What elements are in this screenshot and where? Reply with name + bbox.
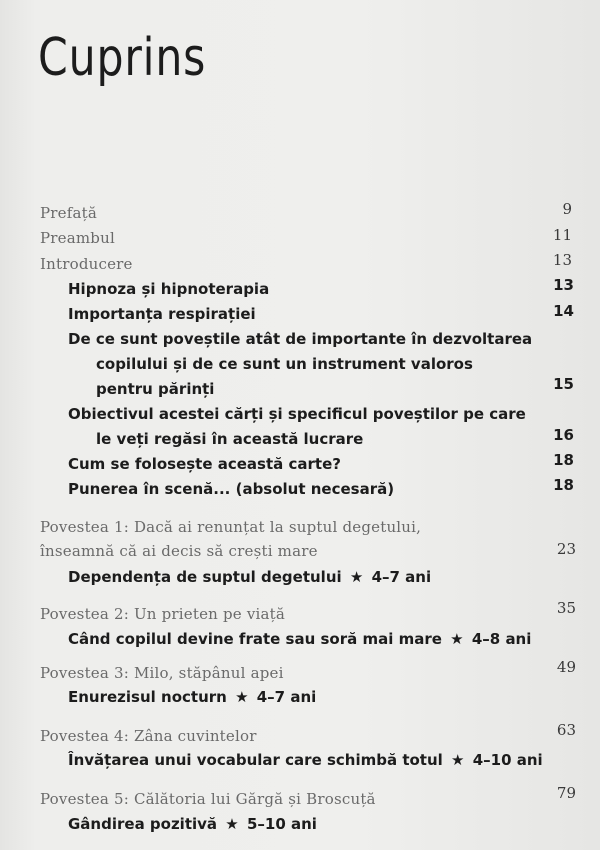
toc-subentry: Obiectivul acestei cărți și specificul poveștilor pe care bbox=[68, 405, 526, 423]
toc-subentry-continuation: le veți regăsi în această lucrare bbox=[96, 430, 364, 448]
toc-subentry: De ce sunt poveștile atât de importante în dezvoltarea bbox=[68, 330, 533, 348]
story-topic: Enurezisul nocturn bbox=[68, 688, 227, 706]
page-number: 18 bbox=[553, 451, 574, 469]
age-range: 5–10 ani bbox=[246, 815, 317, 833]
toc-entry-introducere: Introducere bbox=[40, 255, 133, 273]
story-title: Povestea 1: Dacă ai renunțat la suptul degetului, bbox=[40, 518, 422, 536]
star-icon: ★ bbox=[235, 688, 249, 706]
story-topic: Învățarea unui vocabular care schimbă totul bbox=[68, 751, 443, 769]
story-title: Povestea 3: Milo, stăpânul apei bbox=[40, 664, 284, 682]
toc-subentry: Importanța respirației bbox=[68, 305, 256, 323]
toc-subentry: Punerea în scenă... (absolut necesară) bbox=[68, 480, 395, 498]
age-range: 4–7 ani bbox=[371, 568, 432, 586]
story-subtitle bbox=[68, 751, 543, 769]
page-number: 63 bbox=[556, 721, 576, 739]
toc-subentry: Cum se folosește această carte? bbox=[68, 455, 341, 473]
story-subtitle bbox=[68, 815, 317, 833]
age-range: 4–10 ani bbox=[472, 751, 543, 769]
story-subtitle bbox=[68, 630, 531, 648]
toc-subentry-continuation: copilului și de ce sunt un instrument valoros bbox=[96, 355, 473, 373]
page-number: 11 bbox=[552, 226, 572, 244]
toc-entry-prefata: Prefață bbox=[40, 204, 98, 222]
story-title: Povestea 4: Zâna cuvintelor bbox=[40, 727, 257, 745]
toc-entry-preambul: Preambul bbox=[40, 229, 115, 247]
star-icon: ★ bbox=[225, 815, 239, 833]
page-number: 23 bbox=[556, 540, 576, 558]
story-topic: Gândirea pozitivă bbox=[68, 815, 218, 833]
star-icon: ★ bbox=[451, 751, 465, 769]
age-range: 4–8 ani bbox=[471, 630, 532, 648]
age-range: 4–7 ani bbox=[256, 688, 317, 706]
page-number: 13 bbox=[552, 251, 572, 269]
story-title: Povestea 2: Un prieten pe viață bbox=[40, 605, 286, 623]
star-icon: ★ bbox=[349, 568, 364, 586]
story-topic: Când copilul devine frate sau soră mai mare bbox=[68, 630, 442, 648]
story-title: Povestea 5: Călătoria lui Gărgă și Broscuță bbox=[40, 790, 376, 808]
toc-subentry-continuation: pentru părinți bbox=[96, 380, 215, 398]
page-number: 35 bbox=[556, 599, 576, 617]
story-title-continuation: înseamnă că ai decis să crești mare bbox=[40, 542, 318, 560]
page-number: 79 bbox=[556, 784, 576, 802]
toc-subentry: Hipnoza și hipnoterapia bbox=[68, 280, 270, 298]
page-number: 16 bbox=[553, 426, 574, 444]
story-subtitle bbox=[68, 568, 431, 586]
story-subtitle bbox=[68, 688, 316, 706]
page-number: 13 bbox=[553, 276, 574, 294]
page-title: Cuprins bbox=[38, 28, 207, 88]
page-number: 49 bbox=[556, 658, 576, 676]
page-number: 9 bbox=[562, 200, 572, 218]
story-topic: Dependența de suptul degetului bbox=[68, 568, 342, 586]
page-number: 14 bbox=[553, 302, 574, 320]
star-icon: ★ bbox=[450, 630, 464, 648]
page-number: 18 bbox=[553, 476, 574, 494]
page-number: 15 bbox=[553, 375, 574, 393]
